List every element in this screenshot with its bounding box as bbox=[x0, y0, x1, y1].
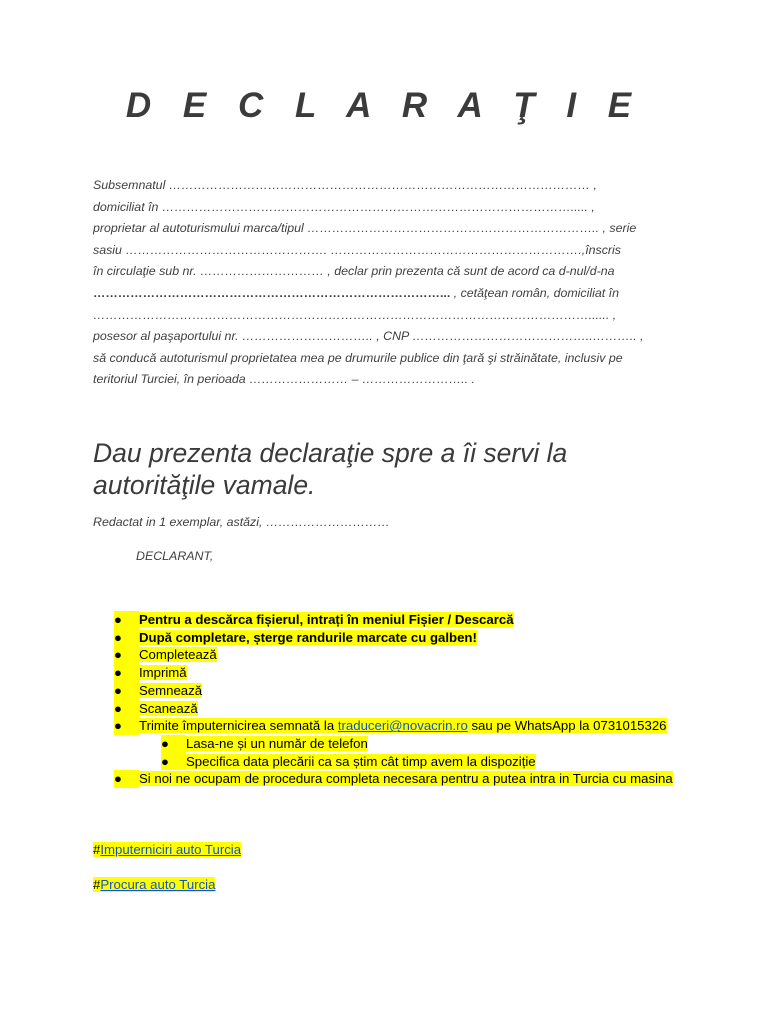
list-item bbox=[114, 664, 674, 682]
body-line-bold: …………………………………………………………………………... bbox=[93, 285, 451, 300]
hashtag-line bbox=[93, 877, 215, 892]
sub-list-item bbox=[161, 753, 674, 771]
body-line bbox=[93, 283, 683, 305]
list-item-text: După completare, șterge randurile marcate cu galben! bbox=[139, 629, 477, 645]
instructions-list bbox=[114, 611, 674, 788]
declarant-label: DECLARANT, bbox=[136, 549, 214, 563]
tag-link-imputerniciri[interactable]: Imputerniciri auto Turcia bbox=[100, 842, 242, 857]
hash-symbol: # bbox=[93, 877, 101, 892]
body-line-text: , cetăţean român, domiciliat în bbox=[450, 285, 619, 300]
declaration-body bbox=[93, 175, 683, 391]
bullet-icon: ● bbox=[114, 770, 139, 788]
body-line: Subsemnatul ………………………………………………………………………………………… , bbox=[93, 178, 597, 192]
list-item-text: sau pe WhatsApp la 0731015326 bbox=[467, 718, 667, 734]
body-line bbox=[93, 218, 683, 240]
list-item-text: Pentru a descărca fișierul, intrați în meniul Fișier / Descarcă bbox=[139, 612, 514, 627]
list-item bbox=[114, 770, 674, 788]
body-line-text: , CNP ……………………………………..……….. , bbox=[376, 329, 644, 344]
list-item bbox=[114, 646, 674, 664]
sub-list-item bbox=[161, 735, 674, 753]
document-title: D E C L A R A Ţ I E bbox=[125, 86, 643, 125]
list-item bbox=[114, 629, 674, 647]
list-item-text: Trimite împuternicirea semnată la bbox=[139, 718, 338, 734]
body-line: domiciliat în ………………………………………………………………………………………..... , bbox=[93, 199, 595, 214]
bullet-icon: ● bbox=[114, 664, 139, 682]
bullet-icon: ● bbox=[114, 717, 139, 735]
list-item-text: Si noi ne ocupam de procedura completa necesara pentru a putea intra in Turcia cu masina bbox=[139, 771, 673, 787]
bullet-icon: ● bbox=[161, 753, 186, 771]
body-line bbox=[93, 240, 683, 262]
body-line-bold: , declar prin prezenta că sunt de acord ca d-nul/d-na bbox=[327, 264, 615, 279]
list-item bbox=[114, 717, 674, 735]
tag-link-procura[interactable]: Procura auto Turcia bbox=[100, 877, 216, 892]
bullet-icon: ● bbox=[161, 735, 186, 753]
body-line bbox=[93, 326, 683, 348]
bullet-icon: ● bbox=[114, 629, 139, 647]
list-item-text: Semnează bbox=[139, 682, 203, 698]
bullet-icon: ● bbox=[114, 646, 139, 664]
list-item bbox=[114, 700, 674, 718]
redactat-line: Redactat in 1 exemplar, astăzi, ………………………… bbox=[93, 515, 390, 529]
list-item-text: Completează bbox=[139, 647, 217, 663]
body-line: să conducă autoturismul proprietatea mea pe drumurile publice din ţară şi străinătate, inclusiv pe bbox=[93, 350, 623, 365]
body-line-text: proprietar al autoturismului marca/tipul …………………………………………………………….. bbox=[93, 221, 603, 236]
hash-symbol: # bbox=[93, 842, 101, 857]
body-line: teritoriul Turciei, în perioada …………………… – …………………….. . bbox=[93, 372, 475, 387]
list-item-text: Lasa-ne și un număr de telefon bbox=[186, 735, 368, 751]
list-item-text: Scanează bbox=[139, 700, 198, 716]
email-link[interactable]: traduceri@novacrin.ro bbox=[337, 718, 468, 734]
bullet-icon: ● bbox=[114, 700, 139, 718]
list-item bbox=[114, 611, 674, 629]
bullet-icon: ● bbox=[114, 682, 139, 700]
list-item-text: Imprimă bbox=[139, 665, 187, 681]
body-line-suffix: ,înscris bbox=[581, 242, 622, 257]
body-line-suffix: , serie bbox=[602, 221, 637, 236]
body-line-text: sasiu …………………………………………. ……………………………………………………. bbox=[93, 242, 582, 257]
statement-heading: Dau prezenta declaraţie spre a îi servi la autorităţile vamale. bbox=[93, 438, 568, 500]
body-line-text: în circulaţie sub nr. ………………………… bbox=[93, 264, 328, 279]
hashtag-line bbox=[93, 842, 241, 857]
bullet-icon: ● bbox=[114, 611, 139, 629]
body-line-text: posesor al paşaportului nr. ………………………….. bbox=[93, 329, 377, 344]
list-item-text: Specifica data plecării ca sa știm cât timp avem la dispoziție bbox=[186, 753, 536, 769]
list-item bbox=[114, 682, 674, 700]
body-line bbox=[93, 261, 683, 283]
body-line: …………………………………………………………………………………………………………...... , bbox=[93, 307, 617, 322]
